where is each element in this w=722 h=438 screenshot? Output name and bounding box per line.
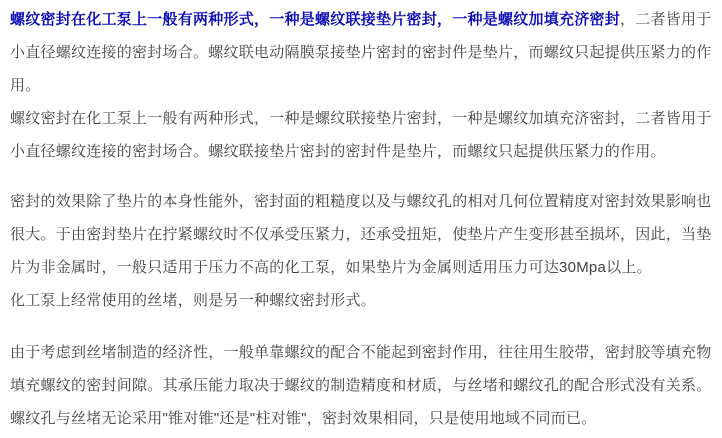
paragraph-thread-seal-intro-plain: 螺纹密封在化工泵上一般有两种形式，一种是螺纹联接垫片密封，一种是螺纹加填充济密封，二者皆用于小直径螺纹连接的密封场合。螺纹联接垫片密封的密封件是垫片，而螺纹只起提供压紧力的作用。 [10, 110, 712, 160]
paragraph-seal-effect-factors: 密封的效果除了垫片的本身性能外，密封面的粗糙度以及与螺纹孔的相对几何位置精度对密封效果影响也很大。于由密封垫片在拧紧螺纹时不仅承受压紧力，还承受扭矩，使垫片产生变形甚至损坏，因此，当垫片为非金属时，一般只适用于压力不高的化工泵，如果垫片为金属则适用压力可达30Mpa以上。 [10, 193, 712, 276]
paragraph-lead-rest-text: ，二者皆用于小直径螺纹连接的密封场合。螺纹联电动隔膜泵接垫片密封的密封件是垫片，而螺纹只起提供压紧力的作用。 [10, 11, 712, 94]
paragraph-pipe-plug-economy: 由于考虑到丝堵制造的经济性，一般单靠螺纹的配合不能起到密封作用，往往用生胶带，密封胶等填充物填充螺纹的密封间隙。其承压能力取决于螺纹的制造精度和材质，与丝堵和螺纹孔的配合形式没有关系。螺纹孔与丝堵无论采用"锥对锥"还是"柱对锥"，密封效果相同，只是使用地域不同而已。 [10, 344, 712, 427]
paragraph-pipe-plug-intro: 化工泵上经常使用的丝堵，则是另一种螺纹密封形式。 [10, 292, 377, 309]
paragraph-thread-seal-intro-bolded [10, 3, 712, 102]
paragraph-bold-lead-text: 螺纹密封在化工泵上一般有两种形式，一种是螺纹联接垫片密封，一种是螺纹加填充济密封 [10, 11, 621, 28]
